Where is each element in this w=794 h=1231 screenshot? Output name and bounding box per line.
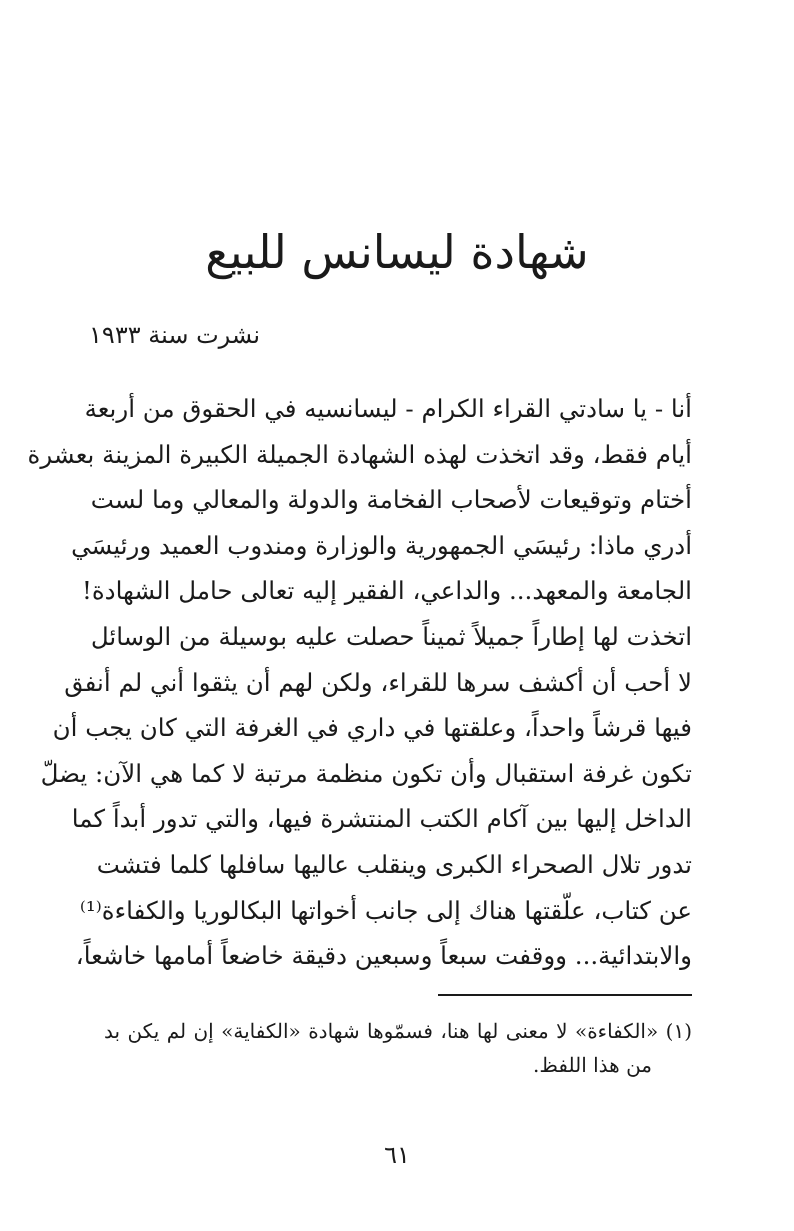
body-line: أيام فقط، وقد اتخذت لهذه الشهادة الجميلة الكبيرة المزينة بعشرة xyxy=(27,439,692,469)
chapter-title: شهادة ليسانس للبيع xyxy=(205,225,589,279)
publication-note: نشرت سنة ١٩٣٣ xyxy=(89,321,260,349)
body-line: أنا - يا سادتي القراء الكرام - ليسانسيه في الحقوق من أربعة xyxy=(84,394,692,423)
body-line: تكون غرفة استقبال وأن تكون منظمة مرتبة لا كما هي الآن: يضلّ xyxy=(40,758,692,788)
body-paragraph xyxy=(27,386,692,979)
body-line: الداخل إليها بين آكام الكتب المنتشرة فيها، والتي تدور أبداً كما xyxy=(71,804,692,834)
body-line: أختام وتوقيعات لأصحاب الفخامة والدولة والمعالي وما لست xyxy=(90,485,692,515)
body-line: أدري ماذا: رئيسَي الجمهورية والوزارة ومندوب العميد ورئيسَي xyxy=(71,530,692,560)
footnote-line: من هذا اللفظ. xyxy=(533,1053,652,1077)
page-number: ٦١ xyxy=(384,1141,410,1169)
body-line: لا أحب أن أكشف سرها للقراء، ولكن لهم أن يثقوا أني لم أنفق xyxy=(64,667,692,697)
footnote-line: (١) «الكفاءة» لا معنى لها هنا، فسمّوها شهادة «الكفاية» إن لم يكن بد xyxy=(104,1019,692,1043)
body-line: فيها قرشاً واحداً، وعلقتها في داري في الغرفة التي كان يجب أن xyxy=(52,713,692,743)
footnote xyxy=(104,1014,692,1082)
body-line: عن كتاب، علّقتها هناك إلى جانب أخواتها البكالوريا والكفاءة⁽¹⁾ xyxy=(79,895,692,925)
body-line: والابتدائية... ووقفت سبعاً وسبعين دقيقة خاضعاً أمامها خاشعاً، xyxy=(75,941,692,971)
body-line: تدور تلال الصحراء الكبرى وينقلب عاليها سافلها كلما فتشت xyxy=(96,849,692,879)
body-line: الجامعة والمعهد... والداعي، الفقير إليه تعالى حامل الشهادة! xyxy=(82,576,692,606)
body-line: اتخذت لها إطاراً جميلاً ثميناً حصلت عليه بوسيلة من الوسائل xyxy=(90,621,692,651)
footnote-divider xyxy=(438,994,692,996)
